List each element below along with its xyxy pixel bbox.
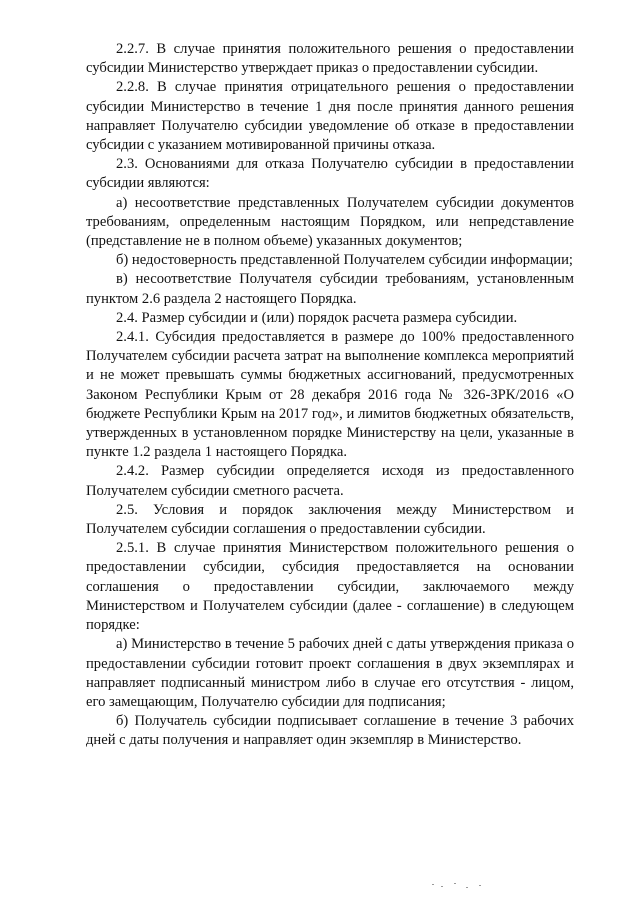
- scan-artifact: [432, 882, 492, 890]
- paragraph-2-4: 2.4. Размер субсидии и (или) порядок расчета размера субсидии.: [116, 309, 518, 326]
- paragraph-2-5-1-b: б) Получатель субсидии подписывает соглашение в течение 3 рабочих дней с даты получения и направляет один экземпляр в Министерство.: [86, 713, 574, 749]
- paragraph-2-3-b: б) недостоверность представленной Получателем субсидии информации;: [116, 252, 573, 269]
- paragraph-2-4-1: 2.4.1. Субсидия предоставляется в размере до 100% предоставленного Получателем субсидии расчета затрат на выполнение комплекса мероприятий и не может превышать суммы бюджетных ассигнований, предусмотренных Законом Республики Крым от 28 декабря 2016 года № 326-ЗРК/2016 «О бюджете Республики Крым на 2017 год», и лимитов бюджетных обязательств, утвержденных в установленном порядке Министерству на цели, указанные в пункте 1.2 раздела 1 настоящего Порядка.: [86, 329, 574, 461]
- paragraph-2-2-8: 2.2.8. В случае принятия отрицательного решения о предоставлении субсидии Министерство в течение 1 дня после принятия данного решения направляет Получателю субсидии уведомление об отказе в предоставлении субсидии с указанием мотивированной причины отказа.: [86, 79, 574, 154]
- document-page: [86, 40, 574, 751]
- paragraph-2-2-7: 2.2.7. В случае принятия положительного решения о предоставлении субсидии Министерство утверждает приказ о предоставлении субсидии.: [86, 41, 574, 77]
- paragraph-2-3-a: а) несоответствие представленных Получателем субсидии документов требованиям, определенным настоящим Порядком, или непредставление (представление не в полном объеме) указанных документов;: [86, 194, 574, 250]
- paragraph-2-3-v: в) несоответствие Получателя субсидии требованиям, установленным пунктом 2.6 раздела 2 настоящего Порядка.: [86, 271, 574, 307]
- paragraph-2-5-1-a: а) Министерство в течение 5 рабочих дней с даты утверждения приказа о предоставлении субсидии готовит проект соглашения в двух экземплярах и направляет подписанный министром либо в случае его отсутствия - лицом, его замещающим, Получателю субсидии для подписания;: [86, 636, 574, 710]
- paragraph-2-3: 2.3. Основаниями для отказа Получателю субсидии в предоставлении субсидии являются:: [86, 156, 574, 192]
- paragraph-2-4-2: 2.4.2. Размер субсидии определяется исходя из предоставленного Получателем субсидии сметного расчета.: [86, 463, 574, 499]
- paragraph-2-5-1: 2.5.1. В случае принятия Министерством положительного решения о предоставлении субсидии, субсидия предоставляется на основании соглашения о предоставлении субсидии, заключаемого между Министерством и Получателем субсидии (далее - соглашение) в следующем порядке:: [86, 540, 574, 634]
- paragraph-2-5: 2.5. Условия и порядок заключения между Министерством и Получателем субсидии соглашения о предоставлении субсидии.: [86, 501, 574, 538]
